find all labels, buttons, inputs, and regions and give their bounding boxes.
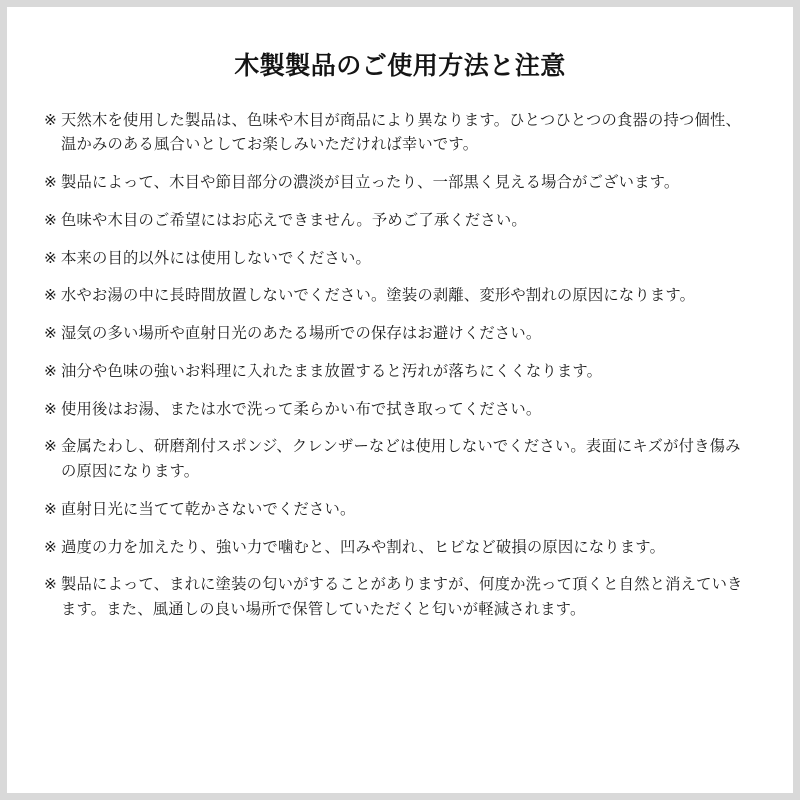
notes-list: [44, 109, 756, 623]
note-text: 金属たわし、研磨剤付スポンジ、クレンザーなどは使用しないでください。表面にキズが付き傷みの原因になります。: [61, 438, 741, 481]
bullet-marker: ※: [44, 400, 58, 418]
note-text: 過度の力を加えたり、強い力で噛むと、凹みや割れ、ヒビなど破損の原因になります。: [61, 538, 666, 556]
bullet-marker: ※: [44, 538, 58, 556]
bullet-marker: ※: [44, 211, 58, 229]
list-item: [44, 360, 756, 385]
list-item: [44, 247, 756, 272]
list-item: [44, 398, 756, 423]
note-text: 直射日光に当てて乾かさないでください。: [61, 500, 356, 518]
list-item: [44, 171, 756, 196]
bullet-marker: ※: [44, 325, 58, 343]
note-text: 水やお湯の中に長時間放置しないでください。塗装の剥離、変形や割れの原因になります。: [61, 287, 696, 305]
list-item: [44, 435, 756, 485]
bullet-marker: ※: [44, 500, 58, 518]
list-item: [44, 209, 756, 234]
note-text: 製品によって、まれに塗装の匂いがすることがありますが、何度か洗って頂くと自然と消えていきます。また、風通しの良い場所で保管していただくと匂いが軽減されます。: [61, 576, 743, 619]
list-item: [44, 284, 756, 309]
list-item: [44, 536, 756, 561]
note-text: 使用後はお湯、または水で洗って柔らかい布で拭き取ってください。: [61, 400, 542, 418]
note-text: 湿気の多い場所や直射日光のあたる場所での保存はお避けください。: [61, 325, 542, 343]
list-item: [44, 322, 756, 347]
bullet-marker: ※: [44, 438, 58, 456]
note-text: 色味や木目のご希望にはお応えできません。予めご了承ください。: [61, 211, 527, 229]
bullet-marker: ※: [44, 576, 58, 594]
bullet-marker: ※: [44, 362, 58, 380]
note-text: 油分や色味の強いお料理に入れたまま放置すると汚れが落ちにくくなります。: [61, 362, 603, 380]
bullet-marker: ※: [44, 111, 58, 129]
note-text: 製品によって、木目や節目部分の濃淡が目立ったり、一部黒く見える場合がございます。: [61, 174, 680, 192]
note-text: 天然木を使用した製品は、色味や木目が商品により異なります。ひとつひとつの食器の持つ個性、温かみのある風合いとしてお楽しみいただければ幸いです。: [61, 111, 742, 154]
note-text: 本来の目的以外には使用しないでください。: [61, 249, 371, 267]
bullet-marker: ※: [44, 249, 58, 267]
page-title: 木製製品のご使用方法と注意: [234, 52, 566, 80]
list-item: [44, 498, 756, 523]
list-item: [44, 109, 756, 159]
bullet-marker: ※: [44, 174, 58, 192]
list-item: [44, 573, 756, 623]
bullet-marker: ※: [44, 287, 58, 305]
